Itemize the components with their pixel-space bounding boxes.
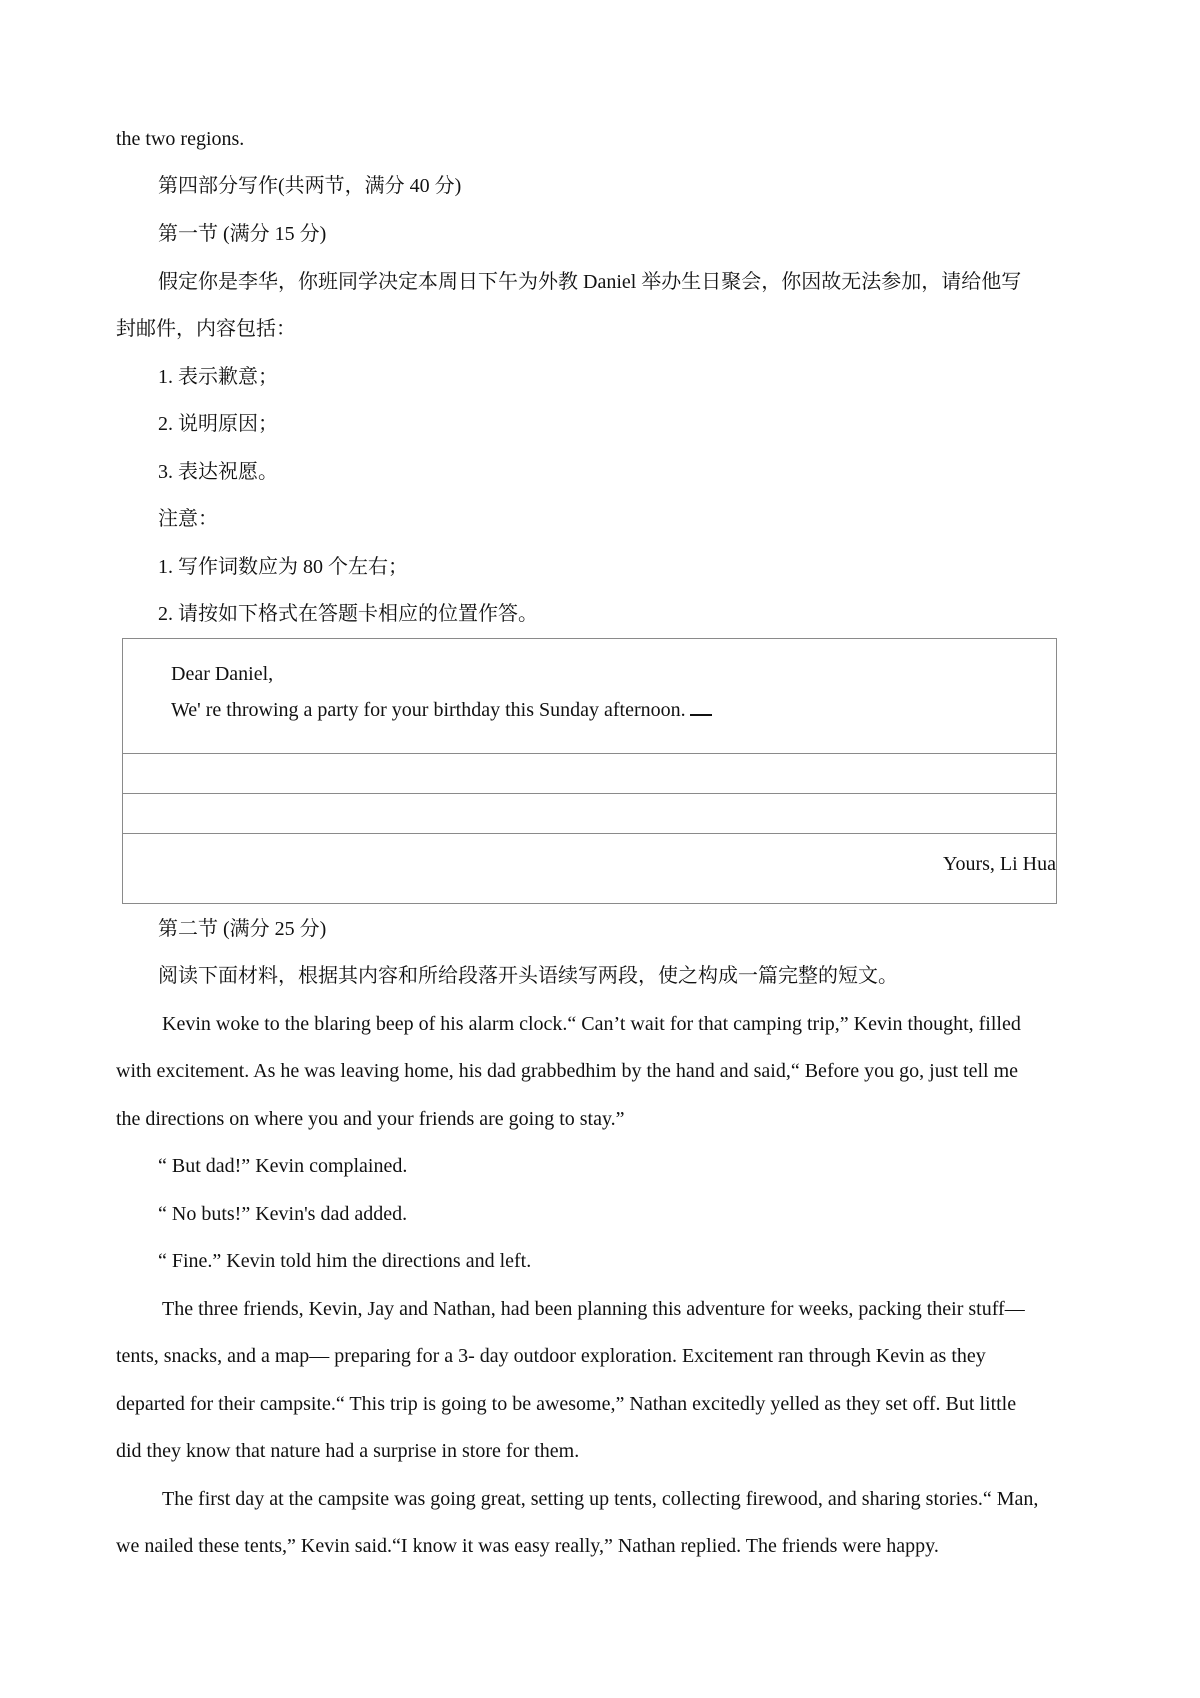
row-divider [123,833,1056,834]
requirement-item: 2. 说明原因； [158,413,278,435]
story-line: “ Fine.” Kevin told him the directions and left. [158,1250,532,1272]
story-line: “ But dad!” Kevin complained. [158,1155,408,1177]
story-line: with excitement. As he was leaving home, his dad grabbedhim by the hand and said,“ Before you go, just tell me [116,1060,1019,1082]
story-line: the directions on where you and your friends are going to stay.” [116,1108,625,1130]
text-line: the two regions. [116,128,245,150]
story-line: did they know that nature had a surprise in store for them. [116,1440,580,1462]
note-heading: 注意： [158,508,218,530]
note-item: 1. 写作词数应为 80 个左右； [158,556,408,578]
answer-template-box [122,638,1057,904]
requirement-item: 3. 表达祝愿。 [158,461,278,483]
story-line: The three friends, Kevin, Jay and Nathan, had been planning this adventure for weeks, packing their stuff— [162,1298,1025,1320]
requirement-item: 1. 表示歉意； [158,366,278,388]
section-heading: 第四部分写作(共两节，满分 40 分) [158,175,462,197]
story-line: Kevin woke to the blaring beep of his alarm clock.“ Can’t wait for that camping trip,” Kevin thought, filled [162,1013,1021,1035]
letter-closing: Yours, Li Hua [943,853,1056,875]
row-divider [123,793,1056,794]
task-description-cont: 封邮件，内容包括： [116,318,296,340]
letter-opening-text: We' re throwing a party for your birthday this Sunday afternoon. [171,699,686,721]
subsection-heading: 第一节 (满分 15 分) [158,223,327,245]
story-line: “ No buts!” Kevin's dad added. [158,1203,408,1225]
letter-opening [171,697,712,723]
letter-greeting: Dear Daniel, [171,663,274,685]
note-item: 2. 请按如下格式在答题卡相应的位置作答。 [158,603,538,625]
subsection-heading: 第二节 (满分 25 分) [158,918,327,940]
story-line: departed for their campsite.“ This trip is going to be awesome,” Nathan excitedly yelled as they set off. But little [116,1393,1017,1415]
story-line: we nailed these tents,” Kevin said.“I know it was easy really,” Nathan replied. The friends were happy. [116,1535,939,1557]
task-instruction: 阅读下面材料，根据其内容和所给段落开头语续写两段，使之构成一篇完整的短文。 [158,965,898,987]
story-line: The first day at the campsite was going great, setting up tents, collecting firewood, and sharing stories.“ Man, [162,1488,1039,1510]
task-description: 假定你是李华，你班同学决定本周日下午为外教 Daniel 举办生日聚会，你因故无法参加，请给他写 [158,271,1022,293]
row-divider [123,753,1056,754]
answer-blank [690,698,712,716]
story-line: tents, snacks, and a map— preparing for a 3- day outdoor exploration. Excitement ran through Kevin as they [116,1345,986,1367]
